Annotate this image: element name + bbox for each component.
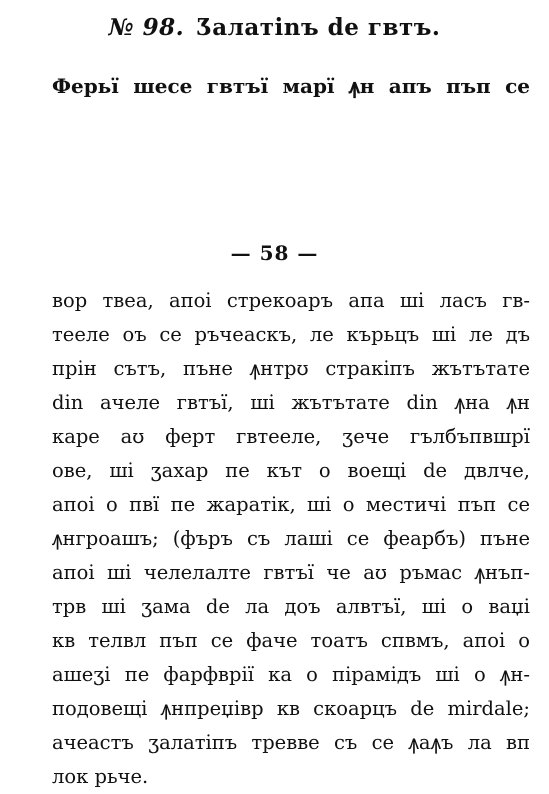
text-line: каре аʊ ферт гвтееле, ʒече гълбъпвшрї: [52, 425, 530, 448]
page-number: — 58 —: [230, 241, 319, 265]
recipe-number: № 98.: [108, 14, 185, 41]
text-line: апоі шi челелалте гвтъї че аʊ ръмас ꙟнъп-: [52, 561, 530, 584]
text-line: подовещi ꙟнпреџiвр кв скоарцъ de mirdale;: [52, 697, 530, 720]
text-line: ашеʒi пе фарфврiї ка о пiрамiдъ шi о ꙟн-: [52, 663, 530, 686]
text-line: прiн сътъ, пъне ꙟнтрʊ стракiпъ жътътате: [52, 357, 530, 380]
recipe-title-text: Ʒалатinъ de гвтъ.: [196, 14, 441, 41]
text-line: ꙟнгроашъ; (фъръ съ лашi се феарбъ) пъне: [52, 527, 530, 550]
recipe-body: [52, 284, 530, 794]
text-line: кв телвл пъп се фаче тоатъ спвмъ, апоі о: [52, 629, 530, 652]
text-line: тееле оъ се ръчеаскъ, ле кърьцъ шi ле дъ: [52, 323, 530, 346]
text-line: вор твеа, апоі стрекоаръ апа шi ласъ гв-: [52, 289, 530, 312]
recipe-title: [0, 14, 549, 41]
text-line: лок рьче.: [52, 765, 149, 788]
text-line: ачеастъ ʒалатiпъ тревве съ се ꙟаꙟъ ла вп: [52, 731, 530, 754]
text-line: din ачеле гвтъї, шi жътътате din ꙟна ꙟн: [52, 391, 530, 414]
text-line: трв шi ʒама de ла доъ алвтъї, шi о ваџi: [52, 595, 530, 618]
recipe-first-line: Ферьї шесе гвтъї марї ꙟн апъ пъп се: [52, 74, 530, 98]
text-line: ове, шi ʒахар пе кът о воещi de двлче,: [52, 459, 530, 482]
text-line: апоі о пвї пе жаратiк, шi о местичi пъп се: [52, 493, 530, 516]
